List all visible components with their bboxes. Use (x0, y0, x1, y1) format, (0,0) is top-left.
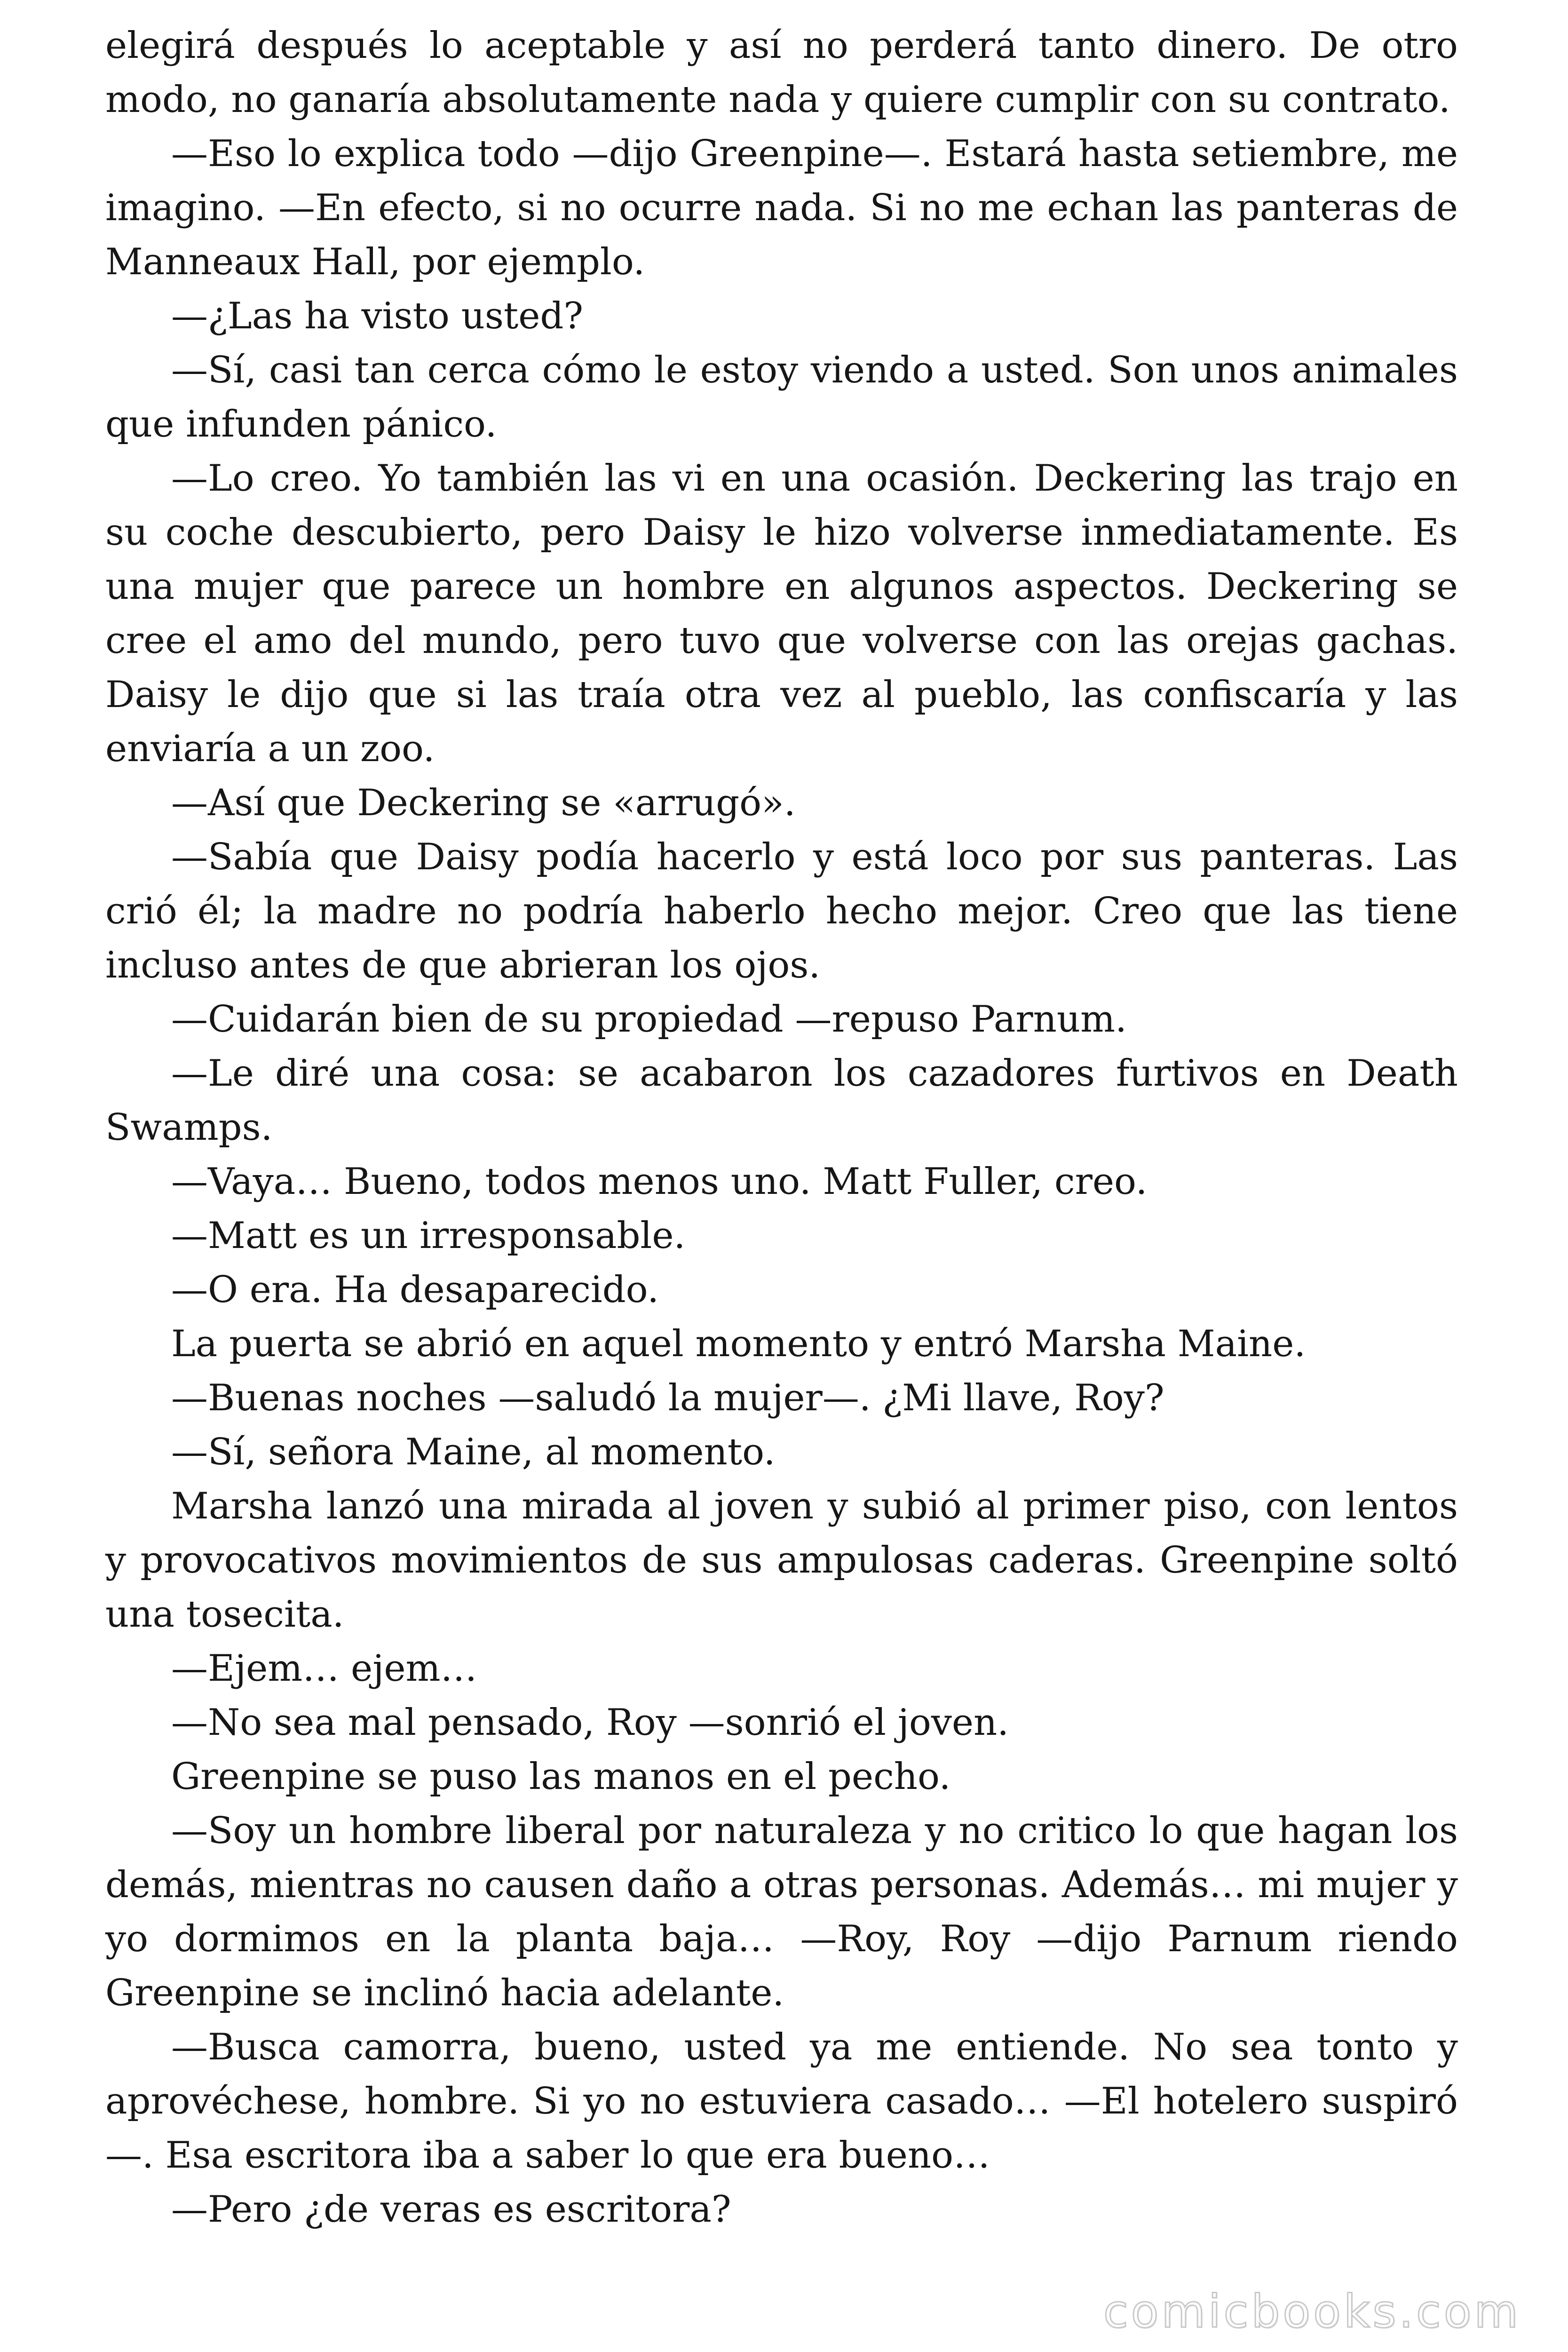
paragraph: elegirá después lo aceptable y así no perderá tanto dinero. De otro modo, no ganaría absolutamente nada y quiere cumplir con su contrato. (105, 24, 1458, 121)
paragraph: —Sabía que Daisy podía hacerlo y está loco por sus panteras. Las crió él; la madre no podría haberlo hecho mejor. Creo que las tiene incluso antes de que abrieran los ojos. (105, 836, 1458, 986)
paragraph: —O era. Ha desaparecido. (171, 1269, 659, 1311)
watermark: comicbooks.com (1103, 2285, 1521, 2338)
paragraph: Greenpine se puso las manos en el pecho. (171, 1756, 951, 1798)
paragraph: —Sí, señora Maine, al momento. (171, 1431, 776, 1473)
paragraph: —Vaya… Bueno, todos menos uno. Matt Fuller, creo. (171, 1160, 1148, 1203)
paragraph: —Ejem… ejem… (171, 1647, 477, 1690)
paragraph: —Así que Deckering se «arrugó». (171, 782, 796, 824)
paragraph: —Eso lo explica todo —dijo Greenpine—. Estará hasta setiembre, me imagino. —En efecto, si no ocurre nada. Si no me echan las panteras de Manneaux Hall, por ejemplo. (105, 133, 1458, 283)
paragraph: —Lo creo. Yo también las vi en una ocasión. Deckering las trajo en su coche descubierto, pero Daisy le hizo volverse inmediatamente. Es una mujer que parece un hombre en algunos aspectos. Deckering se cree el amo del mundo, pero tuvo que volverse con las orejas gachas. Daisy le dijo que si las traía otra vez al pueblo, las confiscaría y las enviaría a un zoo. (105, 457, 1458, 770)
paragraph: La puerta se abrió en aquel momento y entró Marsha Maine. (171, 1323, 1306, 1365)
paragraph: —Busca camorra, bueno, usted ya me entiende. No sea tonto y aprovéchese, hombre. Si yo no estuviera casado… —El hotelero suspiró—. Esa escritora iba a saber lo que era bueno… (105, 2026, 1458, 2177)
paragraph: —¿Las ha visto usted? (171, 295, 584, 337)
paragraph: —Buenas noches —saludó la mujer—. ¿Mi llave, Roy? (171, 1377, 1164, 1419)
paragraph: —No sea mal pensado, Roy —sonrió el joven. (171, 1701, 1009, 1744)
paragraph: —Cuidarán bien de su propiedad —repuso Parnum. (171, 998, 1127, 1041)
paragraph: —Pero ¿de veras es escritora? (171, 2188, 731, 2231)
page-body (105, 19, 1458, 2237)
paragraph: Marsha lanzó una mirada al joven y subió al primer piso, con lentos y provocativos movimientos de sus ampulosas caderas. Greenpine soltó una tosecita. (105, 1485, 1458, 1636)
paragraph: —Matt es un irresponsable. (171, 1215, 686, 1257)
paragraph: —Le diré una cosa: se acabaron los cazadores furtivos en Death Swamps. (105, 1052, 1458, 1149)
paragraph: —Sí, casi tan cerca cómo le estoy viendo a usted. Son unos animales que infunden pánico. (105, 349, 1458, 445)
paragraph: —Soy un hombre liberal por naturaleza y no critico lo que hagan los demás, mientras no causen daño a otras personas. Además… mi mujer y yo dormimos en la planta baja… —Roy, Roy —dijo Parnum riendo Greenpine se inclinó hacia adelante. (105, 1810, 1458, 2014)
